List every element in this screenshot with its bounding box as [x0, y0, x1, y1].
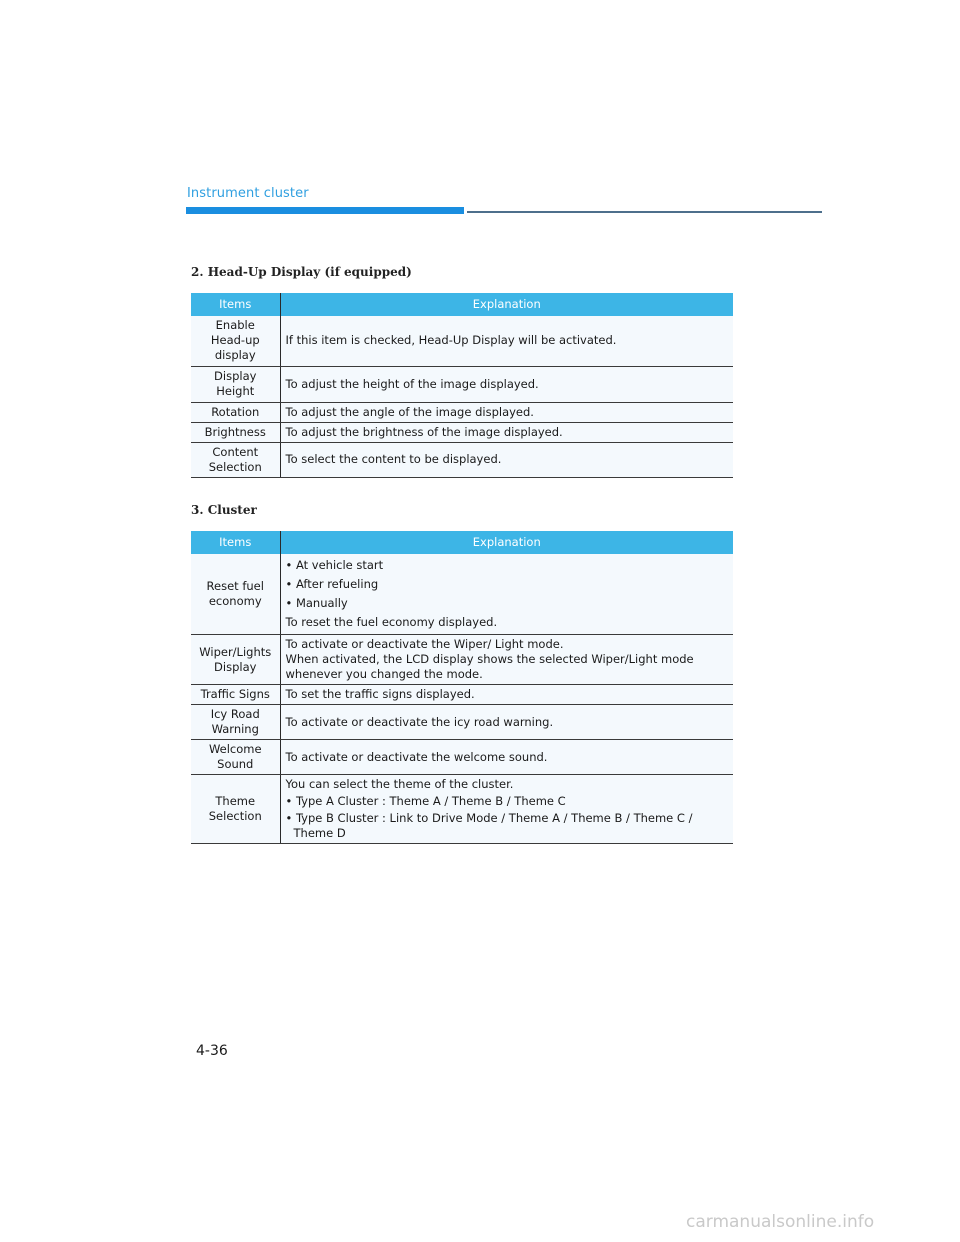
row-explanation: To adjust the angle of the image displayed.	[280, 402, 733, 422]
row-item: Reset fuel economy	[191, 554, 280, 635]
watermark: carmanualsonline.info	[686, 1212, 875, 1232]
row-explanation: To adjust the brightness of the image displayed.	[280, 422, 733, 442]
row-item: Wiper/Lights Display	[191, 635, 280, 685]
row-explanation: To set the traffic signs displayed.	[280, 685, 733, 705]
bullet-item: • After refueling	[285, 577, 379, 591]
cluster-col-items: Items	[191, 531, 280, 554]
page-number: 4-36	[196, 1043, 228, 1059]
bullet-item: • Type A Cluster : Theme A / Theme B / Theme C	[285, 794, 566, 808]
table-row	[191, 402, 733, 422]
row-explanation: To activate or deactivate the welcome sound.	[280, 740, 733, 775]
hud-table-header	[191, 293, 733, 316]
explanation-text: When activated, the LCD display shows the selected Wiper/Light mode whenever you changed the mode.	[285, 652, 694, 681]
table-row	[191, 685, 733, 705]
row-item: Brightness	[191, 422, 280, 442]
explanation-text: You can select the theme of the cluster.	[285, 777, 514, 791]
table-row	[191, 442, 733, 477]
row-explanation	[280, 554, 733, 635]
header-accent-bar	[186, 207, 464, 214]
hud-col-explanation: Explanation	[280, 293, 733, 316]
cluster-heading: 3. Cluster	[191, 503, 257, 517]
bullet-item: • At vehicle start	[285, 558, 384, 572]
row-item: Welcome Sound	[191, 740, 280, 775]
cluster-table	[191, 531, 733, 844]
row-explanation: To activate or deactivate the icy road warning.	[280, 705, 733, 740]
row-explanation: If this item is checked, Head-Up Display will be activated.	[280, 316, 733, 366]
bullet-item: • Manually	[285, 596, 348, 610]
table-row	[191, 316, 733, 366]
row-explanation	[280, 635, 733, 685]
table-row	[191, 554, 733, 635]
row-item: Rotation	[191, 402, 280, 422]
table-row	[191, 775, 733, 844]
row-item: Content Selection	[191, 442, 280, 477]
row-explanation	[280, 775, 733, 844]
row-explanation: To adjust the height of the image displayed.	[280, 366, 733, 402]
cluster-table-header	[191, 531, 733, 554]
table-row	[191, 366, 733, 402]
table-row	[191, 635, 733, 685]
row-item: Traffic Signs	[191, 685, 280, 705]
hud-col-items: Items	[191, 293, 280, 316]
hud-table	[191, 293, 733, 478]
explanation-text: To activate or deactivate the Wiper/ Light mode.	[285, 637, 564, 651]
table-row	[191, 705, 733, 740]
explanation-text: To reset the fuel economy displayed.	[285, 615, 498, 629]
row-explanation: To select the content to be displayed.	[280, 442, 733, 477]
table-row	[191, 740, 733, 775]
cluster-col-explanation: Explanation	[280, 531, 733, 554]
table-row	[191, 422, 733, 442]
section-title: Instrument cluster	[187, 186, 309, 201]
row-item: Theme Selection	[191, 775, 280, 844]
row-item: Display Height	[191, 366, 280, 402]
row-item: Icy Road Warning	[191, 705, 280, 740]
bullet-item: • Type B Cluster : Link to Drive Mode / Theme A / Theme B / Theme C / Theme D	[285, 811, 693, 840]
hud-heading: 2. Head-Up Display (if equipped)	[191, 265, 412, 279]
header-rule	[467, 211, 822, 213]
row-item: Enable Head-up display	[191, 316, 280, 366]
